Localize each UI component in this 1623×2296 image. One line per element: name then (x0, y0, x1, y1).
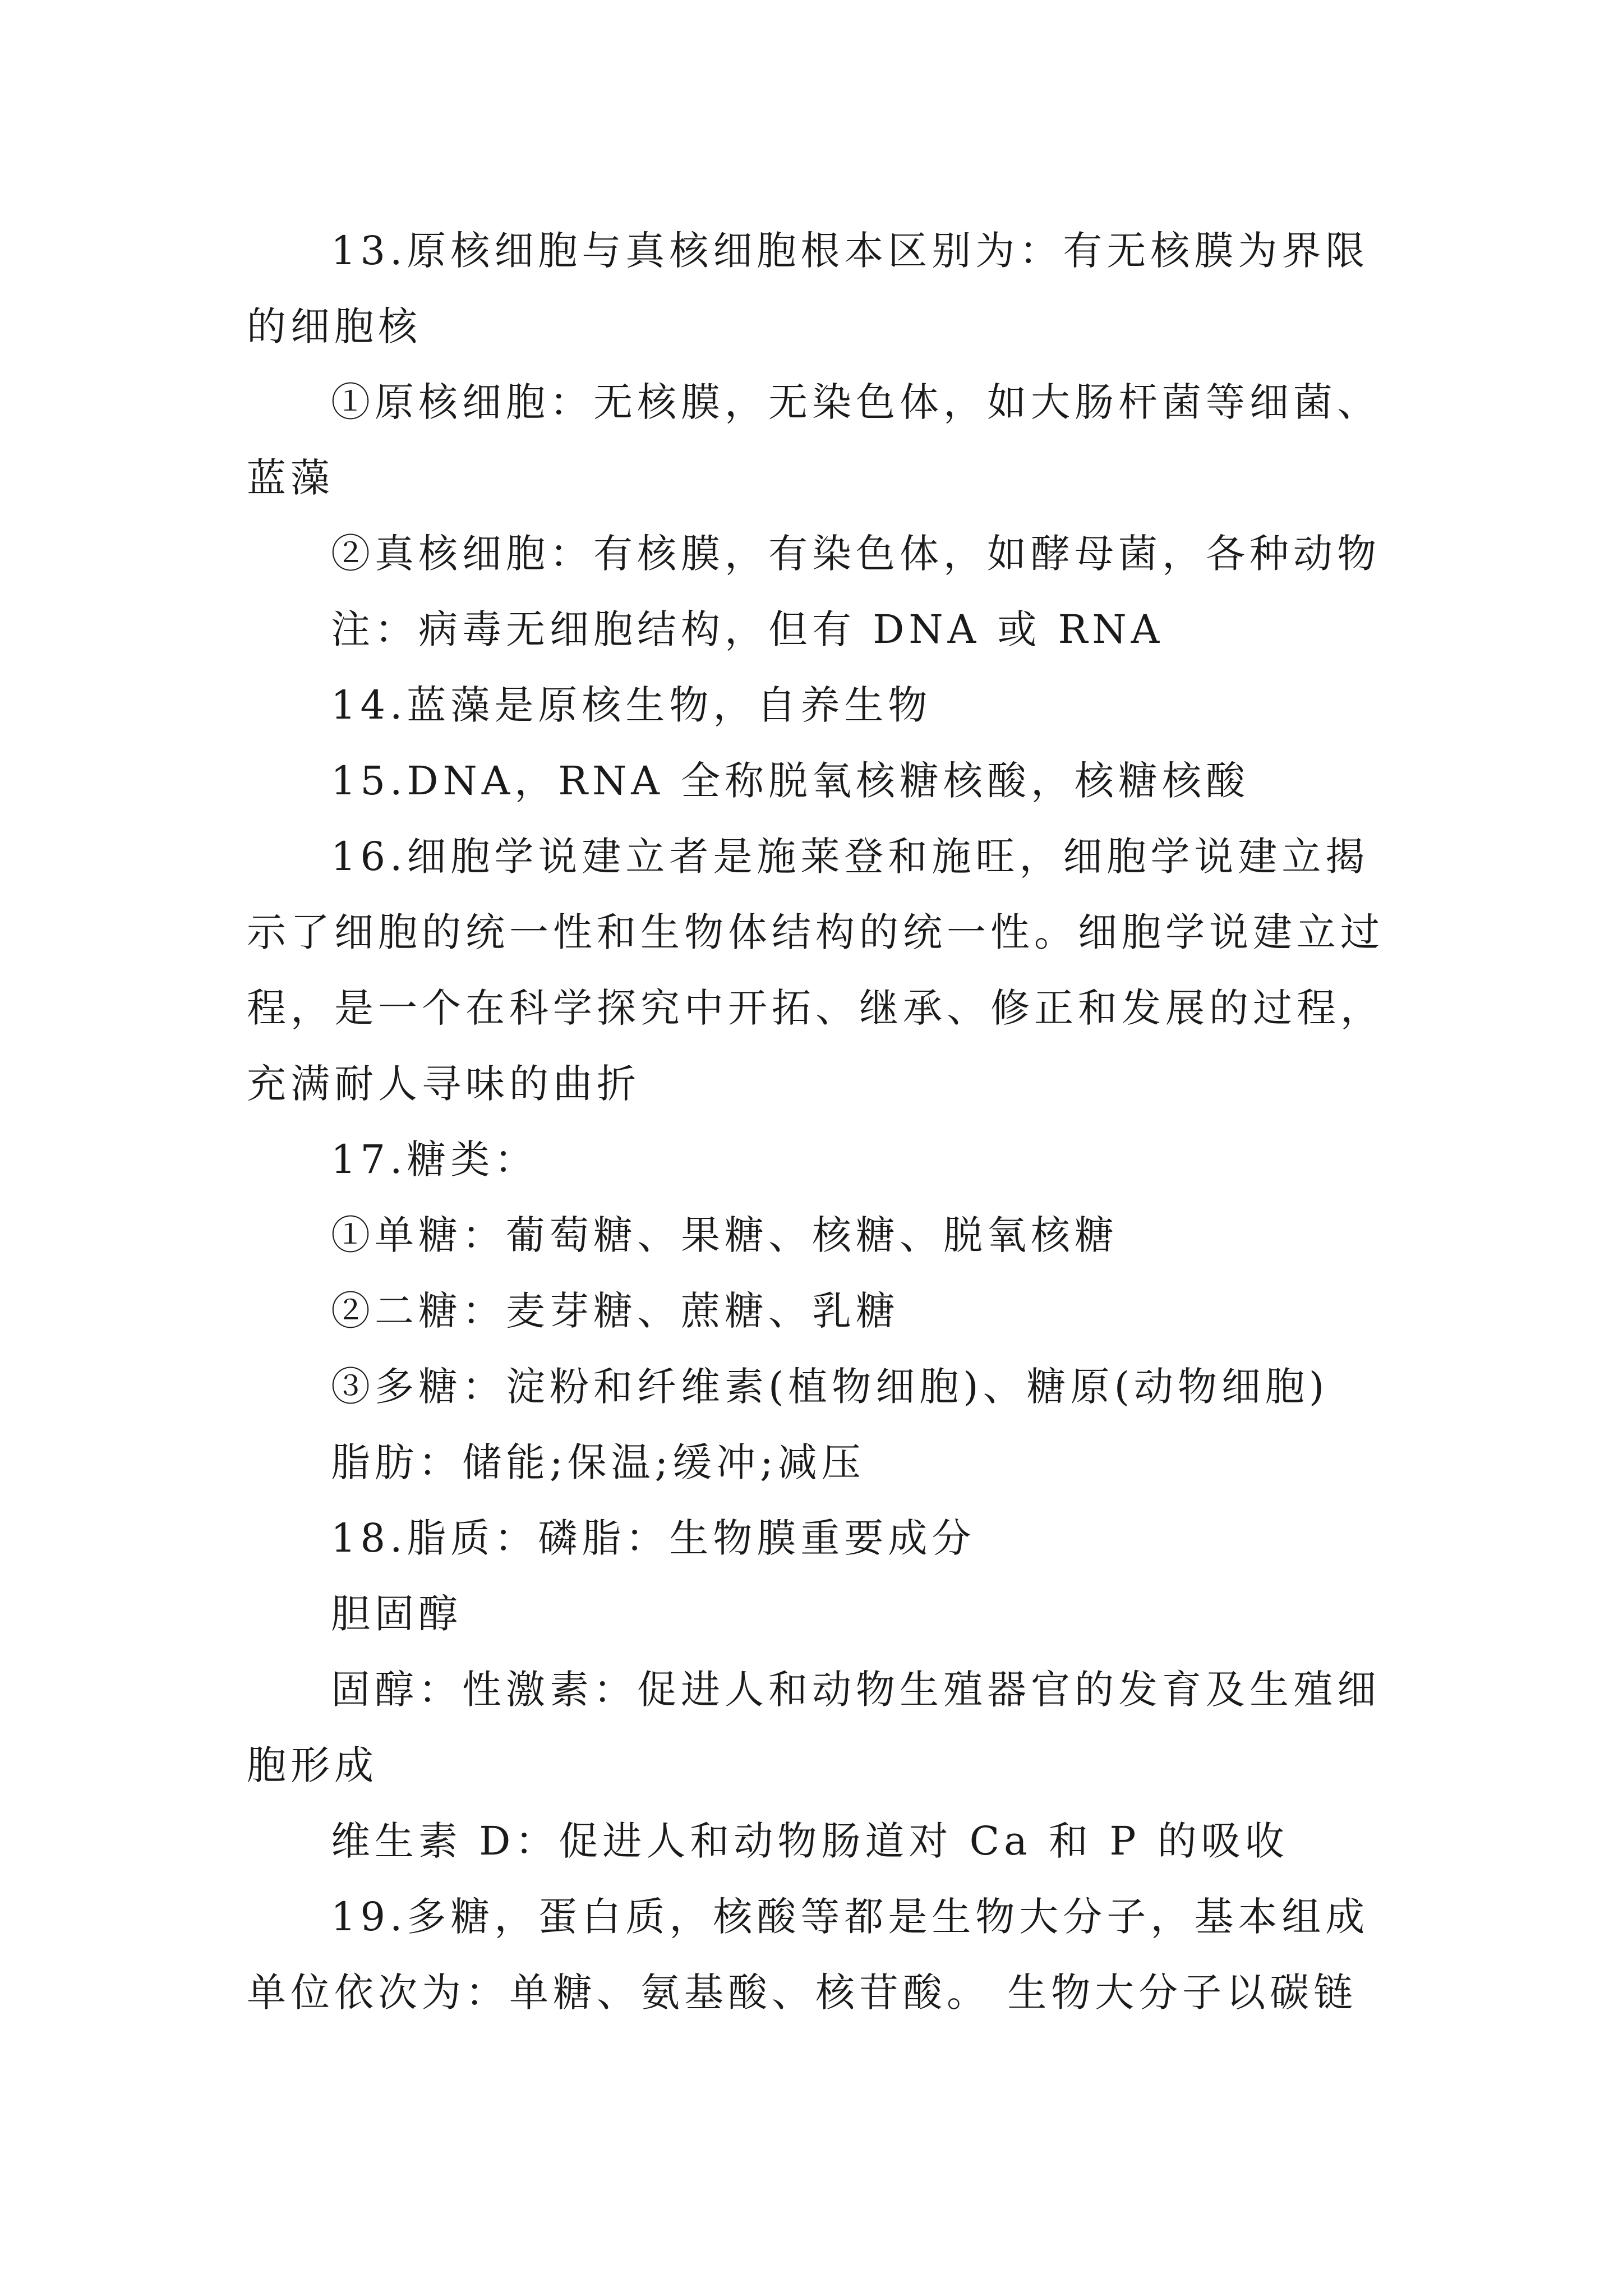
paragraph-18: 18.脂质：磷脂：生物膜重要成分 (331, 1515, 976, 1561)
paragraph-15: 15.DNA，RNA 全称脱氧核糖核酸，核糖核酸 (331, 758, 1250, 804)
paragraph-monosaccharide: ①单糖：葡萄糖、果糖、核糖、脱氧核糖 (331, 1212, 1118, 1258)
paragraph-19: 19.多糖，蛋白质，核酸等都是生物大分子，基本组成单位依次为：单糖、氨基酸、核苷酸。 生物大分子以碳链 (247, 1894, 1370, 2016)
paragraph-17: 17.糖类： (331, 1137, 538, 1182)
paragraph-14: 14.蓝藻是原核生物，自养生物 (331, 682, 932, 728)
paragraph-sterol: 固醇：性激素：促进人和动物生殖器官的发育及生殖细胞形成 (247, 1667, 1381, 1788)
paragraph-vitamin-d: 维生素 D：促进人和动物肠道对 Ca 和 P 的吸收 (331, 1818, 1289, 1864)
paragraph-16: 16.细胞学说建立者是施莱登和施旺，细胞学说建立揭示了细胞的统一性和生物体结构的统一性。细胞学说建立过程，是一个在科学探究中开拓、继承、修正和发展的过程，充满耐人寻味的曲折 (247, 834, 1384, 1107)
document-body (247, 213, 1385, 2031)
paragraph-fat: 脂肪：储能;保温;缓冲;减压 (331, 1439, 865, 1485)
paragraph-cholesterol: 胆固醇 (331, 1591, 462, 1637)
paragraph-polysaccharide: ③多糖：淀粉和纤维素(植物细胞)、糖原(动物细胞) (331, 1364, 1329, 1410)
paragraph-13: 13.原核细胞与真核细胞根本区别为：有无核膜为界限的细胞核 (247, 228, 1370, 349)
paragraph-eukaryote: ②真核细胞：有核膜，有染色体，如酵母菌，各种动物 (331, 531, 1381, 577)
paragraph-disaccharide: ②二糖：麦芽糖、蔗糖、乳糖 (331, 1288, 900, 1334)
paragraph-prokaryote: ①原核细胞：无核膜，无染色体，如大肠杆菌等细菌、蓝藻 (247, 379, 1381, 501)
paragraph-virus-note: 注：病毒无细胞结构，但有 DNA 或 RNA (331, 606, 1164, 652)
